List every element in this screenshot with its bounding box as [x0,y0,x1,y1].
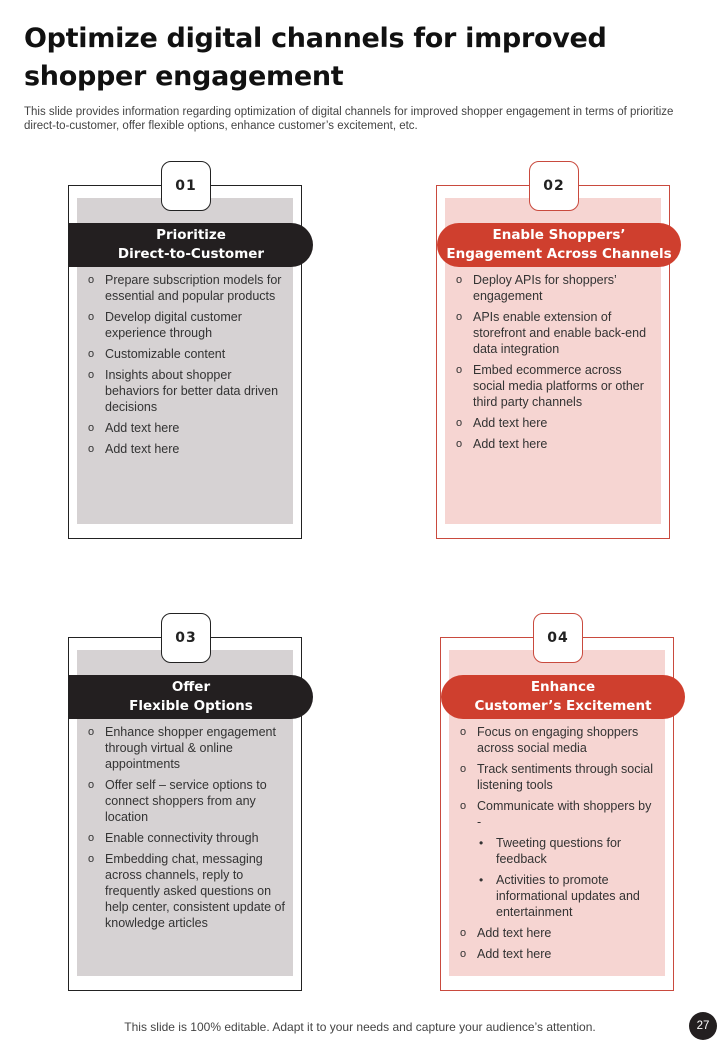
card-bullet-list [87,272,287,462]
card-heading-line: Engagement Across Channels [446,246,672,262]
sub-bullet-item: • Tweeting questions for feedback [459,835,659,867]
bullet-item: o Add text here [455,436,655,452]
card-heading-line: Offer [171,679,211,695]
bullet-item: o Add text here [87,420,287,436]
footer-note: This slide is 100% editable. Adapt it to your needs and capture your audience’s attention. [124,1020,596,1034]
card-heading [441,675,685,719]
bullet-item: o Enable connectivity through [87,830,287,846]
card-number: 04 [533,613,583,663]
sub-bullet-item: • Activities to promote informational updates and entertainment [459,872,659,920]
bullet-item: o Add text here [87,441,287,457]
bullet-item: o Prepare subscription models for essential and popular products [87,272,287,304]
bullet-item: o Deploy APIs for shoppers’ engagement [455,272,655,304]
page-title: Optimize digital channels for improved shopper engagement [24,23,607,92]
page-number-badge: 27 [689,1012,717,1040]
card-heading [69,675,313,719]
card-bullet-list [455,272,655,457]
card-heading-line: Prioritize [156,227,226,243]
card-enhance-customers-excitement [440,630,674,991]
bullet-item: o Insights about shopper behaviors for better data driven decisions [87,367,287,415]
card-heading-line: Enhance [530,679,596,695]
page-subtitle: This slide provides information regarding optimization of digital channels for improved shopper engagement in terms of prioritize direct-to-customer, offer flexible options, enhance customer’s excitement, etc. [24,106,674,132]
bullet-item: o Enhance shopper engagement through virtual & online appointments [87,724,287,772]
bullet-item: o Add text here [459,925,659,941]
card-heading [437,223,681,267]
bullet-item: o Add text here [459,946,659,962]
bullet-item: o Customizable content [87,346,287,362]
bullet-item: o Track sentiments through social listening tools [459,761,659,793]
bullet-item: o APIs enable extension of storefront and enable back-end data integration [455,309,655,357]
card-prioritize-direct-to-customer [68,178,302,539]
card-number: 03 [161,613,211,663]
card-heading-line: Direct-to-Customer [117,246,265,262]
card-offer-flexible-options [68,630,302,991]
bullet-item: o Add text here [455,415,655,431]
bullet-item: o Offer self – service options to connect shoppers from any location [87,777,287,825]
card-heading [69,223,313,267]
bullet-item: o Communicate with shoppers by - [459,798,659,830]
card-heading-line: Flexible Options [129,698,253,714]
bullet-item: o Develop digital customer experience through [87,309,287,341]
card-heading-line: Enable Shoppers’ [492,227,626,243]
card-enable-shoppers-engagement [436,178,672,539]
bullet-item: o Embed ecommerce across social media platforms or other third party channels [455,362,655,410]
card-number: 02 [529,161,579,211]
bullet-item: o Focus on engaging shoppers across social media [459,724,659,756]
bullet-item: o Embedding chat, messaging across channels, reply to frequently asked questions on help center, consistent update of knowledge articles [87,851,287,931]
card-bullet-list [459,724,659,967]
card-bullet-list [87,724,287,936]
card-heading-line: Customer’s Excitement [474,698,652,714]
card-number: 01 [161,161,211,211]
